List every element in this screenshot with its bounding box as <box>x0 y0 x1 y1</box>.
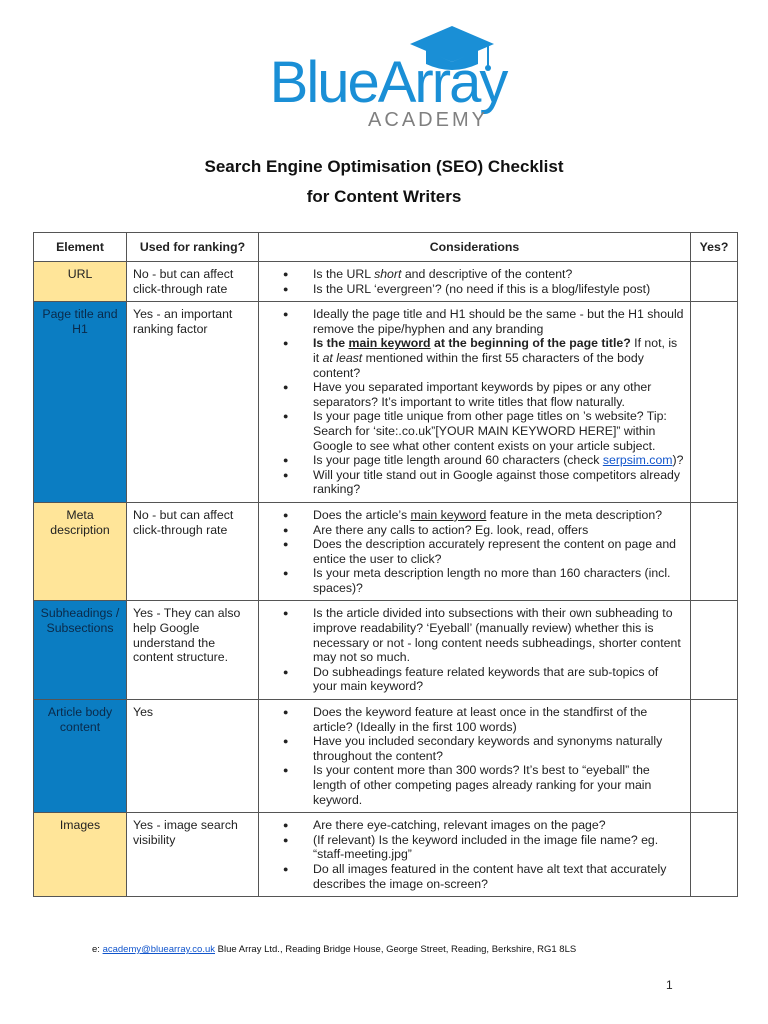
text-run: feature in the meta description? <box>486 507 663 522</box>
text-run: mentioned within the first 55 characters of the body content? <box>313 350 644 380</box>
text-run: Have you included secondary keywords and synonyms naturally throughout the content? <box>313 734 663 763</box>
text-run: Is your meta description length no more than 160 characters (incl. spaces)? <box>313 566 671 595</box>
cell-used-for-ranking: Yes - an important ranking factor <box>127 302 259 503</box>
cell-yes-checkbox[interactable] <box>691 700 738 813</box>
cell-used-for-ranking: Yes - image search visibility <box>127 813 259 897</box>
table-row <box>34 502 738 601</box>
list-item <box>283 409 684 453</box>
list-item <box>283 705 684 734</box>
list-item <box>283 606 684 664</box>
text-run: Will your title stand out in Google against those competitors already ranking? <box>313 467 681 497</box>
logo-text-array: Array <box>377 50 507 115</box>
cell-used-for-ranking: No - but can affect click-through rate <box>127 502 259 601</box>
list-item <box>283 380 684 409</box>
list-item <box>283 763 684 807</box>
cell-considerations <box>259 262 691 302</box>
page-number: 1 <box>666 978 673 992</box>
text-run: Is the article divided into subsections with their own subheading to improve readability? ‘Eyeball’ (manually review) whether this is necessary or not - long content needs subheadings, shorter content may not so much. <box>313 606 681 665</box>
list-item <box>283 267 684 282</box>
cell-considerations <box>259 813 691 897</box>
considerations-list <box>283 267 684 296</box>
text-run: (If relevant) Is the keyword included in the image file name? eg. “staff-meeting.jpg” <box>313 832 659 862</box>
cell-yes-checkbox[interactable] <box>691 262 738 302</box>
header-yes: Yes? <box>691 233 738 262</box>
text-run: Are there eye-catching, relevant images on the page? <box>313 818 606 833</box>
considerations-list <box>283 307 684 497</box>
list-item <box>283 566 684 595</box>
header-considerations: Considerations <box>259 233 691 262</box>
logo-academy-text: ACADEMY <box>368 109 488 131</box>
text-run: )? <box>672 453 684 468</box>
logo-wordmark <box>270 50 509 115</box>
table-row <box>34 302 738 503</box>
text-run: Does the article’s <box>313 507 411 522</box>
graduation-cap-icon <box>238 22 538 134</box>
footer-contact <box>92 944 576 955</box>
text-run: at least <box>322 350 363 365</box>
list-item <box>283 734 684 763</box>
considerations-list <box>283 508 684 596</box>
cell-yes-checkbox[interactable] <box>691 302 738 503</box>
cell-used-for-ranking: No - but can affect click-through rate <box>127 262 259 302</box>
list-item <box>283 537 684 566</box>
list-item <box>283 508 684 523</box>
cell-yes-checkbox[interactable] <box>691 601 738 700</box>
text-run: main keyword <box>410 507 487 522</box>
list-item <box>283 862 684 891</box>
text-run: at the beginning of the page title? <box>430 336 631 351</box>
footer-email-link[interactable]: academy@bluearray.co.uk <box>102 944 215 955</box>
text-run: Are there any calls to action? Eg. look, read, offers <box>313 522 589 537</box>
cell-element: Subheadings / Subsections <box>34 601 127 700</box>
list-item <box>283 307 684 336</box>
cell-yes-checkbox[interactable] <box>691 502 738 601</box>
text-run: If not, is it <box>313 336 678 365</box>
cell-element: Page title and H1 <box>34 302 127 503</box>
list-item <box>283 336 684 380</box>
text-run: Do all images featured in the content have alt text that accurately describes the image on-screen? <box>313 861 667 891</box>
considerations-list <box>283 705 684 807</box>
seo-checklist-table <box>33 232 738 897</box>
text-run: Is the URL <box>313 267 375 281</box>
cell-used-for-ranking: Yes <box>127 700 259 813</box>
considerations-list <box>283 818 684 891</box>
cell-considerations <box>259 601 691 700</box>
cell-yes-checkbox[interactable] <box>691 813 738 897</box>
table-row <box>34 601 738 700</box>
considerations-list <box>283 606 684 694</box>
table-row <box>34 700 738 813</box>
cell-used-for-ranking: Yes - They can also help Google understand the content structure. <box>127 601 259 700</box>
brand-logo <box>238 22 538 134</box>
text-run: Is your page title unique from other page titles on ’s website? Tip: Search for ‘site:.co.uk”[YOUR MAIN KEYWORD HERE]” within Google to see what other content exists on your article subject. <box>313 409 667 453</box>
text-run: Ideally the page title and H1 should be the same - but the H1 should remove the pipe/hyphen and any branding <box>313 307 684 336</box>
text-run: Is your content more than 300 words? It’s best to “eyeball” the length of other competing pages already ranking for your main keyword. <box>313 763 652 807</box>
cell-considerations <box>259 502 691 601</box>
text-run: Do subheadings feature related keywords that are sub-topics of your main keyword? <box>313 664 659 694</box>
list-item <box>283 665 684 694</box>
cell-element: Article body content <box>34 700 127 813</box>
text-run: Is your page title length around 60 characters (check <box>313 453 603 468</box>
cell-considerations <box>259 302 691 503</box>
text-run: and descriptive of the content? <box>401 267 573 281</box>
list-item <box>283 453 684 468</box>
list-item <box>283 523 684 538</box>
list-item <box>283 468 684 497</box>
header-used-for-ranking: Used for ranking? <box>127 233 259 262</box>
text-run: Is the URL ‘evergreen’? (no need if this is a blog/lifestyle post) <box>313 281 651 296</box>
table-row <box>34 813 738 897</box>
text-run: Have you separated important keywords by pipes or any other separators? It’s important to write titles that flow naturally. <box>313 380 652 409</box>
text-run: short <box>374 267 402 281</box>
text-run: Does the keyword feature at least once in the standfirst of the article? (Ideally in the first 100 words) <box>313 705 648 734</box>
header-element: Element <box>34 233 127 262</box>
cell-element: Meta description <box>34 502 127 601</box>
table-header-row <box>34 233 738 262</box>
logo-text-blue: Blue <box>269 50 378 115</box>
text-run: Does the description accurately represent the content on page and entice the user to click? <box>313 537 676 566</box>
document-subtitle: for Content Writers <box>306 187 462 206</box>
document-title: Search Engine Optimisation (SEO) Checklist <box>204 157 564 176</box>
cell-element: URL <box>34 262 127 302</box>
text-run: main keyword <box>348 336 431 351</box>
text-run: Is the <box>313 336 349 351</box>
footer-prefix: e: <box>92 944 103 955</box>
footer-address: Blue Array Ltd., Reading Bridge House, George Street, Reading, Berkshire, RG1 8LS <box>215 944 577 955</box>
cell-considerations <box>259 700 691 813</box>
list-item <box>283 282 684 297</box>
serpsim-link[interactable]: serpsim.com <box>602 453 673 468</box>
list-item <box>283 833 684 862</box>
table-row <box>34 262 738 302</box>
cell-element: Images <box>34 813 127 897</box>
list-item <box>283 818 684 833</box>
